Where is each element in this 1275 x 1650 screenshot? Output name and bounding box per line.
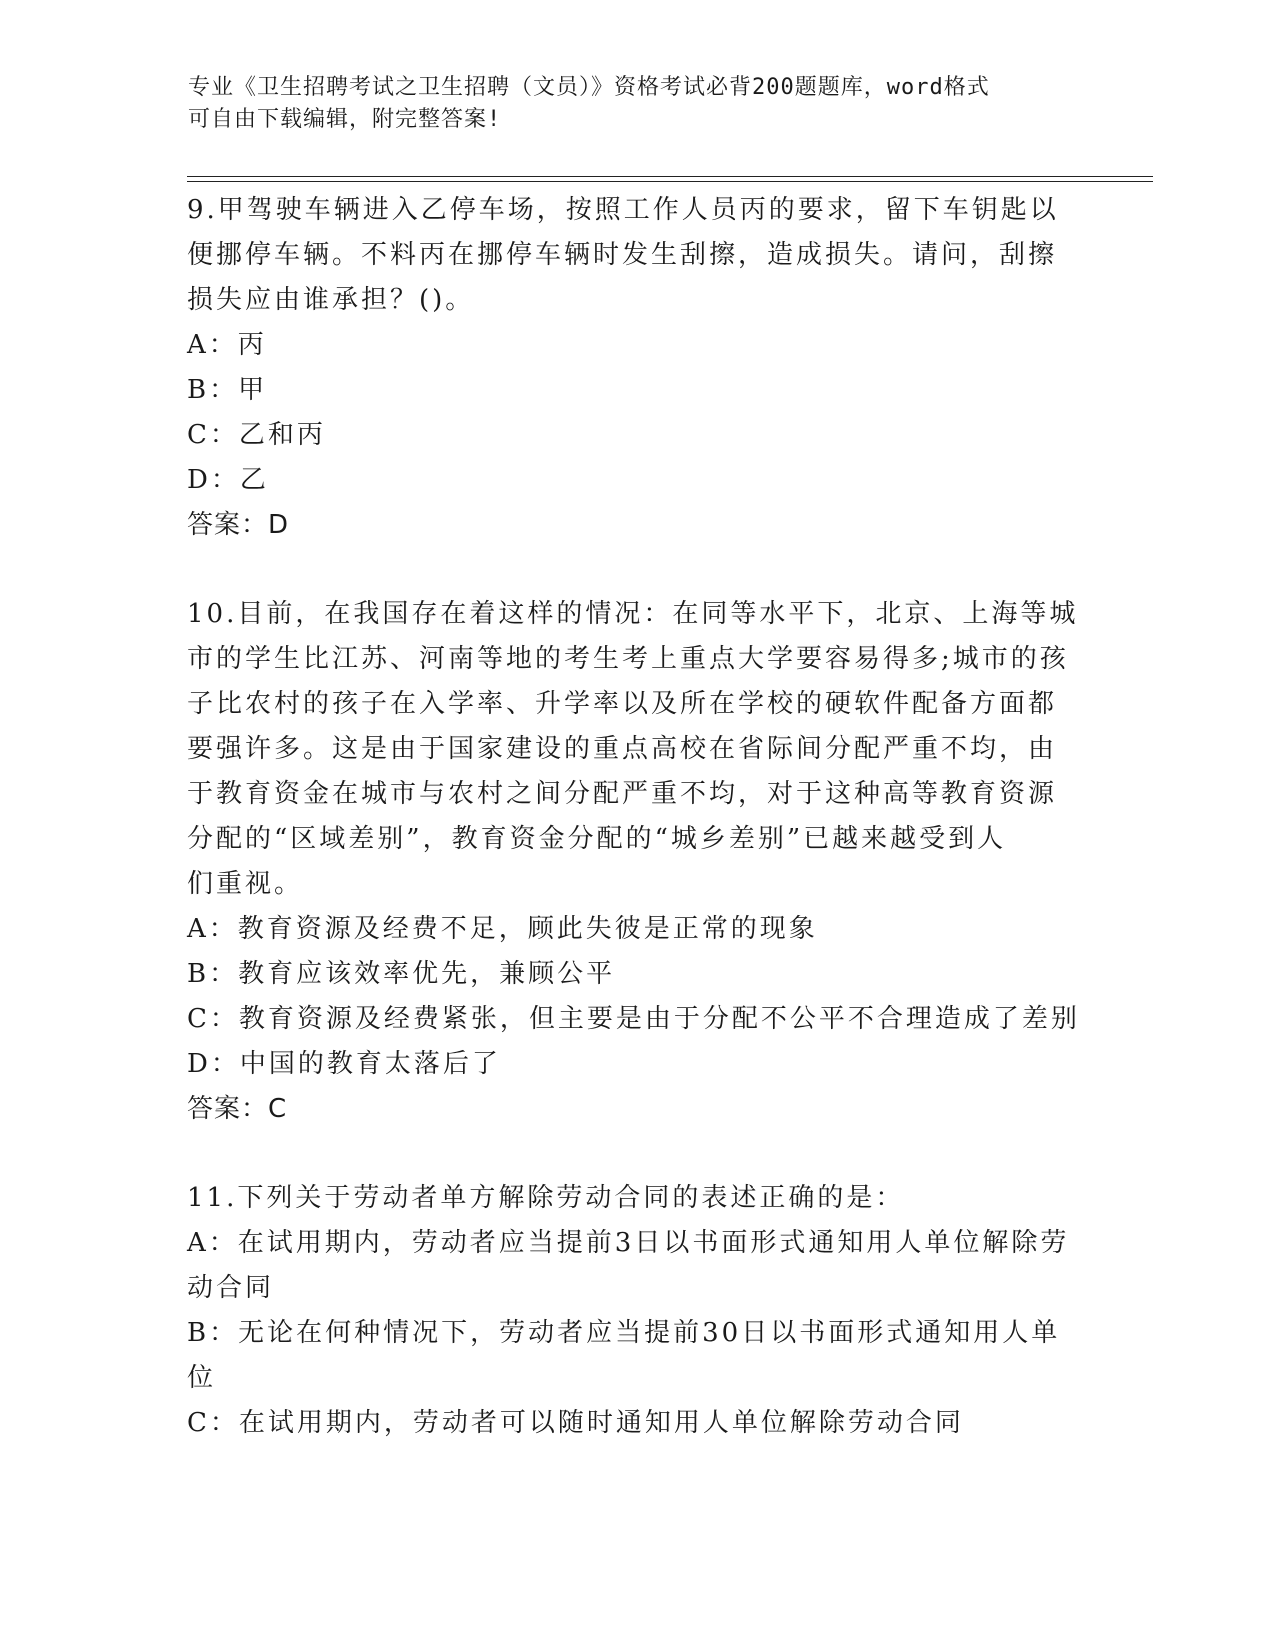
option-c: C：在试用期内，劳动者可以随时通知用人单位解除劳动合同: [187, 1408, 964, 1438]
option-b: B：教育应该效率优先，兼顾公平: [187, 959, 616, 989]
option-d: D：中国的教育太落后了: [187, 1049, 501, 1079]
header-title-line-1: 专业《卫生招聘考试之卫生招聘（文员）》资格考试必背200题题库，word格式: [188, 75, 990, 100]
option-a: A：教育资源及经费不足，顾此失彼是正常的现象: [187, 914, 818, 944]
question-stem-line: 于教育资金在城市与农村之间分配严重不均，对于这种高等教育资源: [187, 779, 1058, 809]
option-d: D：乙: [187, 465, 269, 495]
question-11: [187, 1176, 1087, 1446]
answer-label: 答案：D: [187, 510, 290, 540]
question-stem-line: 损失应由谁承担？()。: [187, 285, 475, 315]
option-b: B：无论在何种情况下，劳动者应当提前30日以书面形式通知用人单: [187, 1318, 1061, 1348]
question-stem-line: 分配的“区域差别”，教育资金分配的“城乡差别”已越来越受到人: [187, 824, 1007, 854]
option-a: A：在试用期内，劳动者应当提前3日以书面形式通知用人单位解除劳: [187, 1228, 1070, 1258]
question-spacer: [187, 548, 1087, 592]
header-divider-top: [187, 176, 1153, 177]
question-stem-line: 市的学生比江苏、河南等地的考生考上重点大学要容易得多;城市的孩: [187, 644, 1069, 674]
question-9: [187, 188, 1087, 548]
option-a: A：丙: [187, 330, 267, 360]
question-stem-line: 子比农村的孩子在入学率、升学率以及所在学校的硬软件配备方面都: [187, 689, 1058, 719]
option-b-continued: 位: [187, 1363, 217, 1393]
question-stem-line: 们重视。: [187, 869, 304, 899]
question-stem-line: 便挪停车辆。不料丙在挪停车辆时发生刮擦，造成损失。请问，刮擦: [187, 240, 1058, 270]
question-stem-line: 要强许多。这是由于国家建设的重点高校在省际间分配严重不均，由: [187, 734, 1058, 764]
header-title-line-2: 可自由下载编辑，附完整答案!: [188, 107, 502, 132]
question-stem-line: 11.下列关于劳动者单方解除劳动合同的表述正确的是：: [187, 1183, 905, 1213]
option-c: C：教育资源及经费紧张，但主要是由于分配不公平不合理造成了差别: [187, 1004, 1080, 1034]
question-list: [187, 188, 1087, 1446]
document-header: [188, 72, 1068, 136]
option-b: B：甲: [187, 375, 268, 405]
question-stem-line: 10.目前，在我国存在着这样的情况：在同等水平下，北京、上海等城: [187, 599, 1079, 629]
question-10: [187, 592, 1087, 1132]
option-c: C：乙和丙: [187, 420, 326, 450]
question-spacer: [187, 1132, 1087, 1176]
option-a-continued: 动合同: [187, 1273, 275, 1303]
question-stem-line: 9.甲驾驶车辆进入乙停车场，按照工作人员丙的要求，留下车钥匙以: [187, 195, 1059, 225]
header-divider-bottom: [187, 181, 1153, 182]
answer-label: 答案：C: [187, 1094, 288, 1124]
